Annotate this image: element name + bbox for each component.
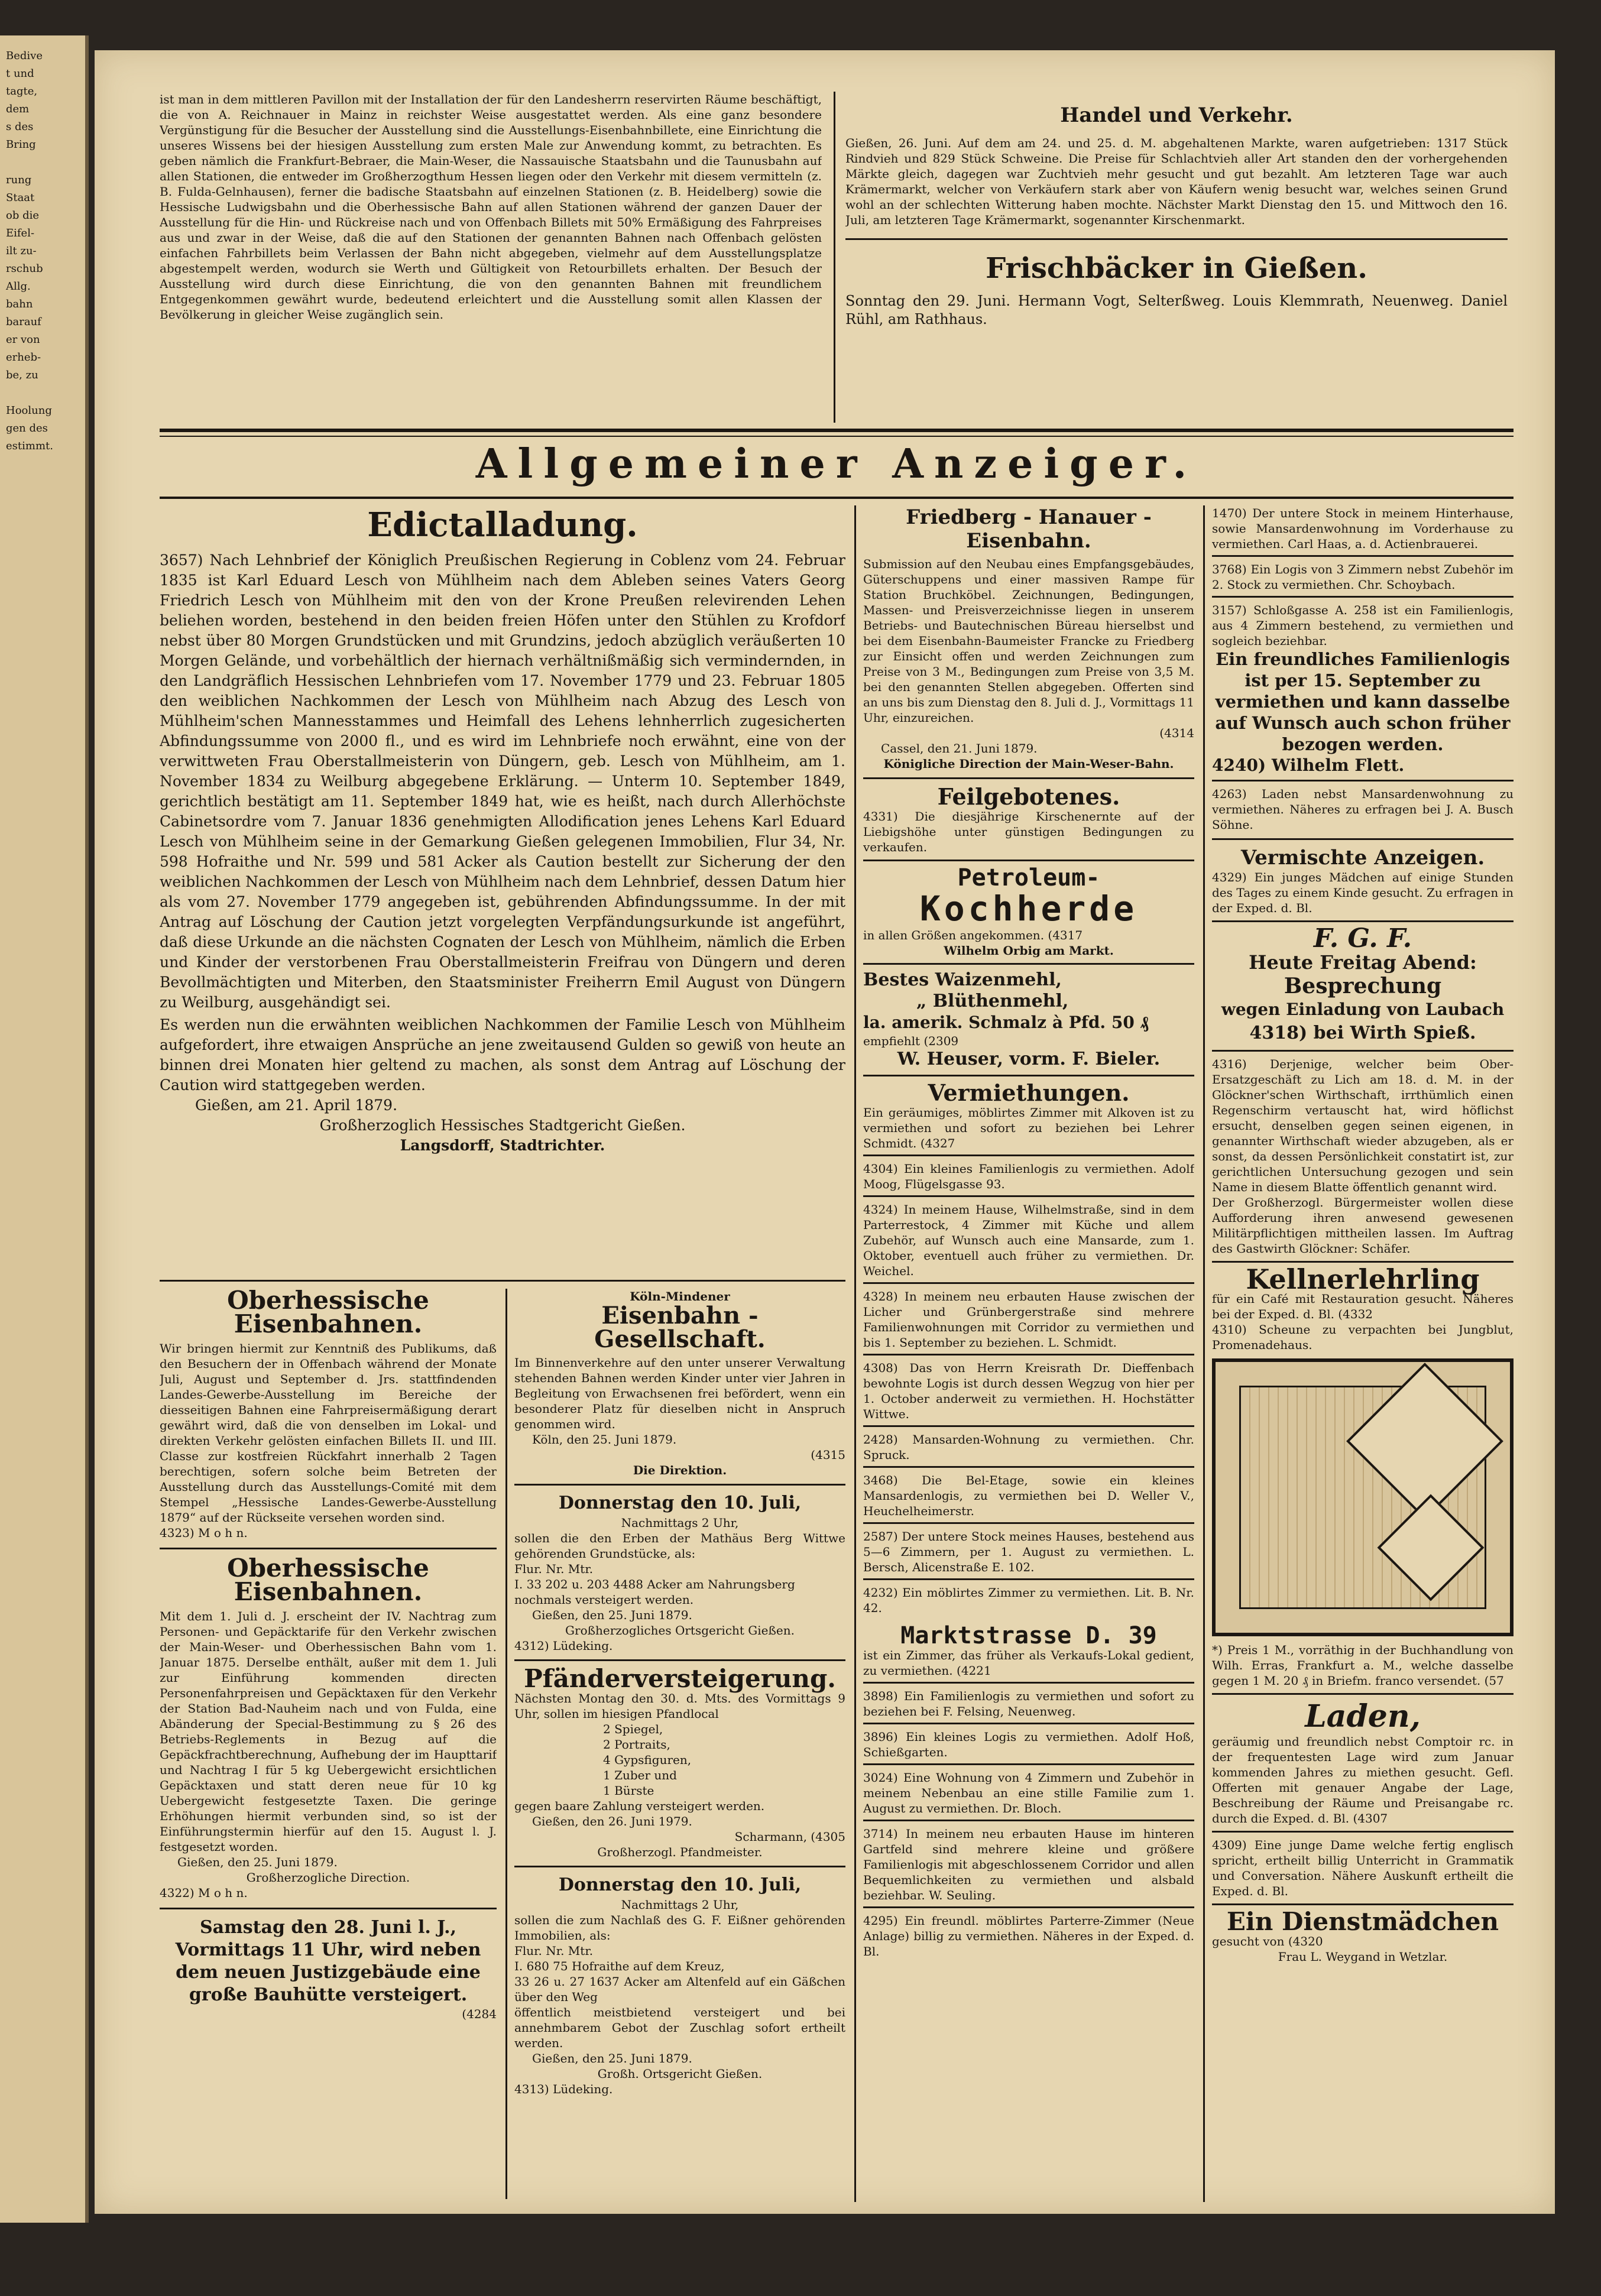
pfaender-list (514, 1721, 845, 1798)
frisch-heading: Frischbäcker in Gießen. (986, 252, 1367, 285)
divider (1212, 1261, 1514, 1263)
dienst-text: gesucht von (4320 (1212, 1934, 1323, 1948)
strip-line: Bedive (6, 50, 43, 62)
main-title: Allgemeiner Anzeiger. (475, 440, 1198, 488)
koeln-date: Köln, den 25. Juni 1879. (532, 1432, 677, 1447)
ober2-direction: Großherzogliche Direction. (246, 1870, 410, 1885)
laden-heading: Laden, (1305, 1698, 1421, 1734)
edict-signature: Langsdorff, Stadtrichter. (400, 1137, 605, 1154)
strip-line: Eifel- (6, 227, 35, 239)
strip-line: barauf (6, 316, 41, 328)
divider (1212, 920, 1514, 922)
feil-text: 4331) Die diesjährige Kirschenernte auf der Liebigshöhe unter günstigen Bedingungen zu verkaufen. (863, 809, 1194, 854)
frisch-text: Sonntag den 29. Juni. Hermann Vogt, Selterßweg. Louis Klemmrath, Neuenweg. Daniel Rühl, am Rathhaus. (845, 293, 1508, 327)
strip-line: tagte, (6, 85, 38, 98)
vermiethungen-list (863, 1105, 1194, 1619)
divider (160, 1908, 497, 1909)
strip-line: gen des (6, 422, 48, 434)
strip-line: erheb- (6, 351, 41, 364)
pfaender-signature: Scharmann, (4305 (734, 1830, 845, 1844)
list-item: 3898) Ein Familienlogis zu vermiethen und sofort zu beziehen bei F. Felsing, Neuenweg. (863, 1688, 1194, 1724)
donner2-signature: 4313) Lüdeking. (514, 2082, 613, 2096)
strip-line: dem (6, 103, 30, 115)
divider (1212, 1903, 1514, 1905)
book-ad-frame (1212, 1358, 1514, 1636)
edict-court: Großherzoglich Hessisches Stadtgericht Gießen. (319, 1117, 686, 1134)
obere-text: 4316) Derjenige, welcher beim Ober-Ersatzgeschäft zu Lich am 18. d. M. in der Glöckner'schen Wirthschaft, irrthümlich einen Regenschirm vertauscht hat, wird höflichst ersucht, denselben gegen seinen eigenen, in genannter Wirthschaft wieder abzugeben, als er sonst, da dessen Persönlichkeit constatirt ist, zur gerichtlichen Untersuchung gezogen und sein Name in diesem Blatte öffentlich genannt wird. (1212, 1057, 1514, 1194)
obere-text-2: Der Großherzogl. Bürgermeister wollen diese Aufforderung ihren anwesend gewesenen Militärpflichtigen mittheilen lassen. Im Auftrag des Gastwirth Glöckner: Schäfer. (1212, 1195, 1514, 1256)
ober2-signature: 4322) M o h n. (160, 1886, 248, 1900)
ober1-heading: Oberhessische Eisenbahnen. (227, 1289, 429, 1338)
donner1-court: Großherzogliches Ortsgericht Gießen. (565, 1623, 795, 1637)
divider (514, 1484, 845, 1486)
fgf-heading: F. G. F. (1313, 923, 1412, 954)
pfaender-text: Nächsten Montag den 30. d. Mts. des Vormittags 9 Uhr, sollen im hiesigen Pfandlocal (514, 1691, 845, 1721)
fgf-wegen: wegen Einladung von Laubach (1221, 1000, 1505, 1019)
koeln-heading: Eisenbahn - Gesellschaft. (594, 1302, 766, 1353)
divider (160, 1548, 497, 1549)
strip-line: s des (6, 121, 34, 133)
divider (1212, 1693, 1514, 1695)
laden-item: 4263) Laden nebst Mansardenwohnung zu vermiethen. Näheres zu erfragen bei J. A. Busch Söhne. (1212, 787, 1514, 832)
divider (514, 1659, 845, 1661)
freund-signature: 4240) Wilhelm Flett. (1212, 755, 1514, 781)
freund-text: Ein freundliches Familienlogis ist per 15. September zu vermiethen und kann dasselbe auf Wunsch auch schon früher bezogen werden. (1215, 649, 1511, 754)
list-item: 4232) Ein möblirtes Zimmer zu vermiethen. Lit. B. Nr. 42. (863, 1585, 1194, 1615)
handel-text: Gießen, 26. Juni. Auf dem am 24. und 25. d. M. abgehaltenen Markte, waren aufgetrieben: 1317 Stück Rindvieh und 829 Stück Schweine. Die Preise für Schlachtvieh aller Art standen den der vorhergehenden Märkte gleich, dagegen war Zuchtvieh mehr gesucht und gut bezahlt. Am letzteren Tage war auch Krämermarkt, welcher von Verkäufern stark aber von Käufern wenig besucht war, welches seinen Grund wohl an der schlechten Witterung haben mochte. Nächster Markt Dienstag den 15. und Mittwoch den 16. Juli, am letzteren Tage Krämermarkt, sogenannter Kirschenmarkt. (845, 136, 1508, 227)
samstag-text: Samstag den 28. Juni l. J., Vormittags 11 Uhr, wird neben dem neuen Justizgebäude eine große Bauhütte versteigert. (175, 1917, 481, 2005)
ober1-signature: 4323) M o h n. (160, 1526, 248, 1540)
strip-line: bahn (6, 298, 33, 310)
divider (863, 1075, 1194, 1076)
ober2-date: Gießen, den 25. Juni 1879. (177, 1855, 338, 1869)
divider (1212, 1050, 1514, 1052)
donner2-sub: Nachmittags 2 Uhr, (621, 1898, 739, 1912)
donner2-text-2: öffentlich meistbietend versteigert und bei annehmbarem Gebot der Zuschlag sofort ertheilt werden. (514, 2005, 845, 2050)
friedberg-heading: Friedberg - Hanauer - Eisenbahn. (906, 505, 1152, 553)
strip-line: Staat (6, 192, 35, 204)
pfaender-date: Gießen, den 26. Juni 1979. (532, 1814, 692, 1828)
list-item: 3024) Eine Wohnung von 4 Zimmern und Zubehör in meinem Nebenbau an eine stille Familie zum 1. August zu vermiethen. Dr. Bloch. (863, 1770, 1194, 1821)
donner1-date: Gießen, den 25. Juni 1879. (532, 1608, 692, 1622)
list-item: 4324) In meinem Hause, Wilhelmstraße, sind in dem Parterrestock, 4 Zimmer mit Küche und allem Zubehör, auf Wunsch auch eine Mansarde, zum 1. Oktober, eventuell auch früher zu vermiethen. Dr. Weichel. (863, 1202, 1194, 1284)
column-divider (834, 92, 835, 423)
previous-page-text (6, 47, 85, 455)
column-3 (863, 505, 1194, 2208)
koeln-signature: Die Direktion. (633, 1463, 727, 1477)
koeln-pre: Köln-Mindener (630, 1289, 730, 1303)
list-item: 2428) Mansarden-Wohnung zu vermiethen. Chr. Spruck. (863, 1432, 1194, 1468)
top-article-text: ist man in dem mittleren Pavillon mit der Installation der für den Landesherrn reservirten Räume beschäftigt, die von A. Reichnauer in Mainz in reichster Weise ausgestattet werden. Als eine ganz besondere Vergünstigung für die Besucher der Ausstellung sind die Ausstellungs-Eisenbahnbillete, eine Einrichtung die unseres Wissens bei der hiesigen Ausstellung zum ersten Male zur Anwendung kommt, zu betrachten. Es geben nämlich die Frankfurt-Bebraer, die Main-Weser, die Nassauische Staatsbahn und die Taunusbahn auf allen Stationen, die entweder im Großherzogthum Hessen liegen oder den Verkehr mit diesem vermitteln (z. B. Fulda-Gelnhausen), ferner die badische Staatsbahn auf einzelnen Stationen (z. B. Heidelberg) sowie die Hessische Ludwigsbahn und die Oberhessische Bahn auf allen Stationen während der ganzen Dauer der Ausstellung für die Hin- und Rückreise nach und von Offenbach Billets mit 50% Ermäßigung des Fahrpreises aus und zwar in der Weise, daß die auf den Stationen der genannten Bahnen nach Offenbach gelösten einfachen Fahrbillets beim Verlassen der Bahn nicht abgegeben, vielmehr auf dem Ausstellungsplatze abgestempelt werden, wodurch sie Werth und Gültigkeit von Retourbillets erhalten. Der Besuch der Ausstellung wird durch diese Einrichtung, die von den genannten Bahnen mit freundlichem Entgegenkommen gewährt wurde, bedeutend erleichtert und die Ausstellung somit allen Klassen der Bevölkerung in gleicher Weise zugänglich sein. (160, 92, 822, 322)
dame-text: 4309) Eine junge Dame welche fertig englisch spricht, ertheilt billig Unterricht in Grammatik und Conversation. Nähere Auskunft ertheilt die Exped. d. Bl. (1212, 1838, 1514, 1898)
marktstrasse-heading: Marktstrasse D. 39 (900, 1622, 1157, 1649)
book-advertisement-image (1212, 1358, 1514, 1636)
list-item: 3768) Ein Logis von 3 Zimmern nebst Zubehör im 2. Stock zu vermiethen. Chr. Schoybach. (1212, 562, 1514, 598)
column-2-lower (514, 1289, 845, 2205)
pfaender-item: 2 Spiegel, (603, 1722, 663, 1736)
top-article (160, 92, 822, 423)
laden-text: geräumig und freundlich nebst Comptoir rc. in der frequentesten Lage wird zum Januar kommenden Jahres zu miethen gesucht. Gefl. Offerten mit genauer Angabe der Lage, Beschreibung der Räume und Preisangabe rc. durch die Exped. d. Bl. (4307 (1212, 1734, 1514, 1825)
feil-heading: Feilgebotenes. (937, 783, 1120, 810)
pfaender-role: Großherzogl. Pfandmeister. (597, 1845, 763, 1859)
vermiethungen-heading: Vermiethungen. (928, 1079, 1130, 1106)
divider (845, 238, 1508, 240)
strip-line: Hoolung (6, 404, 52, 417)
donner2-date: Gießen, den 25. Juni 1879. (532, 2051, 692, 2065)
donner1-heading: Donnerstag den 10. Juli, (558, 1493, 802, 1513)
strip-line: estimmt. (6, 440, 53, 452)
previous-page-strip (0, 35, 89, 2223)
column-divider (854, 505, 856, 2202)
vermischte-heading: Vermischte Anzeigen. (1240, 846, 1485, 870)
donner1-sub: Nachmittags 2 Uhr, (621, 1516, 739, 1530)
handel-heading: Handel und Verkehr. (1060, 103, 1293, 127)
petroleum-heading: Petroleum- (957, 864, 1100, 891)
column-1-lower (160, 1289, 497, 2205)
dienst-signature: Frau L. Weygand in Wetzlar. (1278, 1950, 1448, 1964)
list-item: 4295) Ein freundl. möblirtes Parterre-Zimmer (Neue Anlage) billig zu vermiethen. Näheres in der Exped. d. Bl. (863, 1914, 1194, 1958)
fgf-wirth: 4318) bei Wirth Spieß. (1249, 1023, 1476, 1043)
list-item: 4308) Das von Herrn Kreisrath Dr. Dieffenbach bewohnte Logis ist durch dessen Wegzug von hier per 1. October anderweit zu vermiethen. H. Hochstätter Wittwe. (863, 1360, 1194, 1427)
edict-text-2: Es werden nun die erwähnten weiblichen Nachkommen der Familie Lesch von Mühlheim aufgefordert, ihre etwaigen Ansprüche an jene zweitausend Gulden so gewiß von heute an binnen drei Monaten hier geltend zu machen, als sonst dem Antrag auf Löschung der Caution wird stattgegeben werden. (160, 1016, 845, 1094)
donner1-table: Flur. Nr. Mtr. I. 33 202 u. 203 4488 Acker am Nahrungsberg (514, 1562, 795, 1591)
mehl-signature: W. Heuser, vorm. F. Bieler. (897, 1049, 1161, 1069)
strip-line: er von (6, 333, 40, 346)
column-4 (1212, 505, 1514, 2208)
edict-title: Edictalladung. (367, 505, 638, 544)
samstag-number: (4284 (462, 2007, 497, 2021)
header-rule-thin (160, 436, 1514, 437)
pfaender-item: 4 Gypsfiguren, (603, 1753, 692, 1767)
header-rule (160, 429, 1514, 432)
donner1-text: sollen die den Erben der Mathäus Berg Wittwe gehörenden Grundstücke, als: (514, 1531, 845, 1561)
ober1-text: Wir bringen hiermit zur Kenntniß des Publikums, daß den Besuchern der in Offenbach während der Monate Juli, August und September d. Jrs. stattfindenden Landes-Gewerbe-Ausstellung im Bereiche der diesseitigen Bahnen eine Fahrpreisermäßigung derart gewährt wird, daß die von denselben im Lokal- und direkten Verkehr gelösten einfachen Billets II. und III. Classe zur kostfreien Rückfahrt innerhalb 2 Tagen berechtigen, sofern solche beim Betreten der Ausstellung durch das Ausstellungs-Comité mit dem Stempel „Hessische Landes-Gewerbe-Ausstellung 1879“ auf der Rückseite versehen worden sind. (160, 1341, 497, 1525)
pfaender-heading: Pfänderversteigerung. (524, 1664, 836, 1693)
strip-line: t und (6, 67, 34, 80)
list-item: 2587) Der untere Stock meines Hauses, bestehend aus 5—6 Zimmern, per 1. August zu vermiethen. L. Bersch, Alicenstraße E. 102. (863, 1529, 1194, 1580)
divider (1212, 838, 1514, 840)
fgf-heute: Heute Freitag Abend: (1249, 951, 1477, 974)
friedberg-text: Submission auf den Neubau eines Empfangsgebäudes, Güterschuppens und einer massiven Rampe für Station Bruchköbel. Zeichnungen, Bedingungen, Massen- und Preisverzeichnisse liegen in unserem Betriebs- und Bautechnischen Büreau hierselbst und bei dem Eisenbahn-Baumeister Francke zu Friedberg zur Einsicht offen und werden Zeichnungen zum Preise von 3 M., Bedingungen zum Preise von 3,5 M. bei den genannten Stellen abgegeben. Offerten sind an uns bis zum Dienstag den 8. Juli d. J., Vormittags 11 Uhr, einzureichen. (863, 557, 1194, 725)
strip-line: ilt zu- (6, 245, 37, 257)
ober2-heading: Oberhessische Eisenbahnen. (227, 1554, 429, 1606)
top-right-section (845, 103, 1508, 423)
list-item: Ein geräumiges, möblirtes Zimmer mit Alkoven ist zu vermiethen und sofort zu beziehen bei Lehrer Schmidt. (4327 (863, 1105, 1194, 1156)
mehl-line: empfiehlt (2309 (863, 1034, 959, 1048)
column-divider (505, 1289, 507, 2199)
kochherde-heading: Kochherde (919, 888, 1138, 929)
kellner-heading: Kellnerlehrling (1246, 1263, 1480, 1295)
strip-line: Bring (6, 138, 36, 151)
pfaender-item: 2 Portraits, (603, 1737, 670, 1752)
list-item: ist ein Zimmer, das früher als Verkaufs-Lokal gedient, zu vermiethen. (4221 (863, 1648, 1194, 1684)
koeln-number: (4315 (811, 1448, 845, 1462)
friedberg-date: Cassel, den 21. Juni 1879. (881, 741, 1038, 755)
donner2-court: Großh. Ortsgericht Gießen. (597, 2067, 763, 2081)
edict-section (160, 505, 845, 1292)
list-item: 3468) Die Bel-Etage, sowie ein kleines Mansardenlogis, zu vermiethen bei D. Weller V., Heuchelheimerstr. (863, 1473, 1194, 1524)
donner2-heading: Donnerstag den 10. Juli, (558, 1875, 802, 1895)
scheune-text: 4310) Scheune zu verpachten bei Jungblut, Promenadehaus. (1212, 1322, 1514, 1352)
vermischte-text: 4329) Ein junges Mädchen auf einige Stunden des Tages zu einem Kinde gesucht. Zu erfragen in der Exped. d. Bl. (1212, 870, 1514, 915)
book-text: *) Preis 1 M., vorräthig in der Buchhandlung von Wilh. Erras, Frankfurt a. M., welche dasselbe gegen 1 M. 20 ₰ in Briefm. franco versendet. (57 (1212, 1643, 1514, 1688)
strip-line (6, 154, 85, 171)
pfaender-item: 1 Bürste (603, 1783, 654, 1798)
divider (863, 860, 1194, 861)
list-item: 1470) Der untere Stock in meinem Hinterhause, sowie Mansardenwohnung im Vorderhause zu vermiethen. Carl Haas, a. d. Actienbrauerei. (1212, 505, 1514, 557)
strip-line: Allg. (6, 280, 31, 293)
edict-date: Gießen, am 21. April 1879. (195, 1097, 398, 1114)
marktstrasse-list (863, 1648, 1194, 1963)
strip-line: ob die (6, 209, 40, 222)
title-rule (160, 497, 1514, 499)
friedberg-number: (4314 (1159, 726, 1194, 740)
list-item: 3157) Schloßgasse A. 258 ist ein Familienlogis, aus 4 Zimmern bestehend, zu vermiethen und sogleich beziehbar. (1212, 603, 1514, 648)
friedberg-signature: Königliche Direction der Main-Weser-Bahn. (883, 757, 1174, 771)
pfaender-item: 1 Zuber und (603, 1768, 677, 1782)
fgf-besprechung: Besprechung (1284, 974, 1442, 998)
donner1-text-2: nochmals versteigert werden. (514, 1593, 694, 1607)
column-divider (1203, 505, 1205, 2202)
donner2-table: Flur. Nr. Mtr. I. 680 75 Hofraithe auf dem Kreuz, 33 26 u. 27 1637 Acker am Altenfeld auf ein Gäßchen über den Weg (514, 1944, 845, 2004)
mehl-line: „ Blüthenmehl, (916, 991, 1069, 1011)
edict-rule (160, 1280, 845, 1282)
donner2-text: sollen die zum Nachlaß des G. F. Eißner gehörenden Immobilien, als: (514, 1913, 845, 1942)
divider (514, 1866, 845, 1867)
list-item: 4328) In meinem neu erbauten Hause zwischen der Licher und Grünbergerstraße sind mehrere Familienwohnungen mit Corridor zu vermiethen und bis 1. September zu beziehen. L. Schmidt. (863, 1289, 1194, 1355)
strip-line: rschub (6, 262, 43, 275)
koeln-text: Im Binnenverkehre auf den unter unserer Verwaltung stehenden Bahnen werden Kinder unter vier Jahren in Begleitung von Erwachsenen frei befördert, wenn ein besonderer Platz für dieselben nicht in Anspruch genommen wird. (514, 1355, 845, 1431)
petroleum-signature: Wilhelm Orbig am Markt. (944, 943, 1114, 958)
divider (863, 963, 1194, 965)
donner1-signature: 4312) Lüdeking. (514, 1639, 613, 1653)
kellner-text: für ein Café mit Restauration gesucht. Näheres bei der Exped. d. Bl. (4332 (1212, 1292, 1514, 1321)
list-item: 3896) Ein kleines Logis zu vermiethen. Adolf Hoß, Schießgarten. (863, 1729, 1194, 1765)
strip-line (6, 384, 85, 402)
divider (863, 777, 1194, 779)
strip-line: be, zu (6, 369, 38, 381)
edict-text: 3657) Nach Lehnbrief der Königlich Preußischen Regierung in Coblenz vom 24. Februar 1835 ist Karl Eduard Lesch von Mühlheim nach dem Ableben seines Vaters Georg Friedrich Lesch von Mühlheim mit den von der Krone Preußen relevirenden Lehen beliehen worden, bestehend in den beiden freien Höfen unter den Stühlen zu Krofdorf nebst über 80 Morgen Grundstücken und mit Grundzins, jedoch abzüglich veräußerten 10 Morgen Gelände, und vorbehältlich der hiernach verhältnißmäßig sich vermindernden, in den Landgräflich Hessischen Lehnbriefen vom 17. November 1779 und 23. Februar 1805 den weiblichen Nachkommen der Lesch von Mühlheim nach Abzug des Lesch von Mühlheim'schen Mannesstammes und Heimfall des Lehens lehnherrlich zugesicherten Abfindungssumme von 2000 fl., und es wird im Lehnbriefe noch erwähnt, eine von der verwittweten Frau Oberstallmeisterin von Düngern, geb. Lesch von Mühlheim, am 1. November 1834 zu Weilburg abgegebene Erklärung. — Unterm 10. September 1849, gerichtlich bestätigt am 11. September 1849 hat, wie es heißt, nach durch Allerhöchste Cabinetsordre vom 7. Januar 1836 genehmigten Allodification jenes Lehens Karl Eduard Lesch von Mühlheim seine in der Gemarkung Gießen gelegenen Immobilien, Flur 34, Nr. 598 Hofraithe und Nr. 599 und 581 Acker als Caution bestellt zur Sicherung der den weiblichen Nachkommen der Lesch von Mühlheim nach dem Lehnbrief, dessen Datum hier als vom 27. November 1779 angegeben ist, gebührenden Abfindungssumme. In der mit Antrag auf Löschung der Caution jetzt vorgelegten Verpfändungsurkunde ist angeführt, daß diese Urkunde an die nächsten Cognaten der Lesch von Mühlheim, nämlich die Erben und Kinder der verstorbenen Frau Oberstallmeisterin Freifrau von Düngern und deren Bevollmächtigten und Miterben, den Staatsminister Freiherrn Emil August von Düngern zu Weilburg, ausgehändigt sei. (160, 552, 845, 1011)
mehl-line: Bestes Waizenmehl, (863, 969, 1062, 990)
list-item: 4304) Ein kleines Familienlogis zu vermiethen. Adolf Moog, Flügelsgasse 93. (863, 1161, 1194, 1197)
petroleum-text: in allen Größen angekommen. (4317 (863, 928, 1083, 942)
divider (1212, 1831, 1514, 1833)
list-item: 3714) In meinem neu erbauten Hause im hinteren Gartfeld sind mehrere kleine und größere Familienlogis mit abgeschlossenem Corridor und allen Bequemlichkeiten zu vermiethen und alsbald beziehbar. W. Seuling. (863, 1826, 1194, 1908)
strip-line: rung (6, 174, 32, 186)
dienst-heading: Ein Dienstmädchen (1226, 1907, 1499, 1936)
pfaender-text-2: gegen baare Zahlung versteigert werden. (514, 1799, 765, 1813)
newspaper-page (95, 50, 1555, 2214)
mehl-line: la. amerik. Schmalz à Pfd. 50 ₰ (863, 1013, 1149, 1032)
ober2-text: Mit dem 1. Juli d. J. erscheint der IV. Nachtrag zum Personen- und Gepäcktarife für den Verkehr zwischen der Main-Weser- und Oberhessischen Bahn vom 1. Januar 1875. Derselbe enthält, außer mit dem 1. Juli zur Einführung kommenden directen Personenfahrpreisen und Gepäcktaxen für den Verkehr der Station Bad-Nauheim nach und von Fulda, eine Abänderung der Special-Bestimmung zu § 26 des Betriebs-Reglements in Bezug auf die Gepäckfrachtberechnung, Aufhebung der im Haupttarif und Nachtrag I für 5 kg Uebergewicht ersichtlichen Gepäcktaxen und statt deren neue für 10 kg Uebergewicht festgesetzte Taxen. Die geringe Erhöhungen hiermit verbunden sind, so ist der Einführungstermin hierfür auf den 15. August l. J. festgesetzt worden. (160, 1609, 497, 1854)
